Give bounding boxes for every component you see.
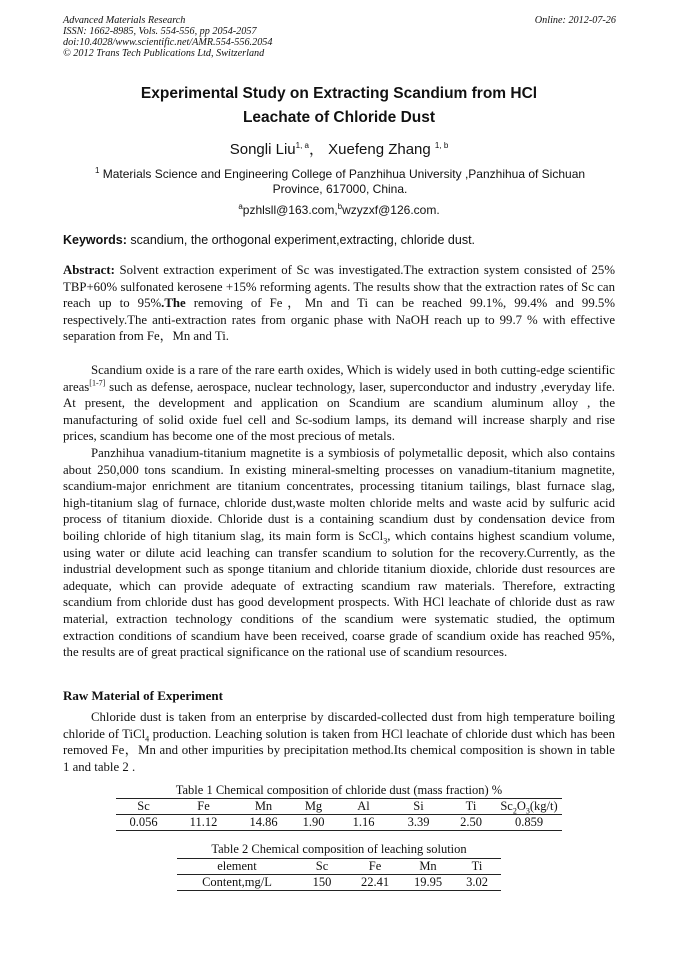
abstract [63,262,615,345]
table-1-cell: 1.90 [291,815,336,831]
sccl3-subscript: 3 [383,536,388,546]
table-1-cell: 0.056 [116,815,171,831]
table-2-header-row [177,859,501,875]
paper-title-line-2: Leachate of Chloride Dust [242,109,436,126]
journal-name: Advanced Materials Research [63,15,186,26]
email-b: wzyzxf@126.com. [342,203,440,217]
table-1 [116,798,562,831]
journal-header [63,15,272,59]
abstract-bold-fragment: .The [161,296,186,311]
table-1-header-cell: Mn [236,799,291,815]
sc2o3-part-1: Sc [500,799,513,813]
keywords [63,233,615,247]
table-2-value-row [177,875,501,891]
ticl4-subscript: 4 [145,734,150,744]
table-2 [177,858,501,891]
email-b-marker: b [337,202,343,211]
table-2-header-cell: Sc [297,859,347,875]
panzhihua-text-2: , which contains highest scandium volume, using water or dilute acid leaching can transfer scandium to solution for the recovery.Currently, as the industrial development such as sponge titanium and chloride titanium dioxide, chloride dust resources are adequate, which can provide adequate of extracting scandium raw materials. Therefore, extracting scandium from chloride dust has good development prospects. With HCl leachate of chloride dust as raw material, extraction technology conditions of the scandium were systematic studied, the optimum extraction conditions of scandium have been received, coarse grade of scandium oxide has reached 95%, the results are of great practical significance on the rational use of scandium resources. [63,528,615,660]
author-list [63,138,615,159]
paper-title-line-1: Experimental Study on Extracting Scandium from HCl [140,85,538,102]
table-2-cell: 19.95 [403,875,453,891]
doi-line: doi:10.4028/www.scientific.net/AMR.554-556.2054 [63,37,273,48]
table-1-header-cell-sc2o3 [496,799,562,815]
affiliation-marker: 1 [94,166,100,175]
author-2: Xuefeng Zhang [328,141,431,158]
table-1-header-cell: Mg [291,799,336,815]
citation-ref: [1-7] [89,378,106,388]
keywords-text: scandium, the orthogonal experiment,extracting, chloride dust. [130,233,476,247]
author-1-affil: 1, a [295,141,309,150]
raw-material-text-1: Chloride dust is taken from an enterprise by discarded-collected dust from high temperature boiling chloride of TiCl [63,710,615,741]
issn-line: ISSN: 1662-8985, Vols. 554-556, pp 2054-2057 [63,26,257,37]
table-1-header-cell: Si [391,799,446,815]
affiliation-text: Materials Science and Engineering College of Panzhihua University ,Panzhihua of Sichuan Province, 617000, China. [102,167,586,196]
panzhihua-paragraph [63,445,615,661]
sc2o3-part-2: O [516,799,526,813]
sc2o3-sub-2: 3 [525,806,530,816]
table-1-cell: 14.86 [236,815,291,831]
copyright-line: © 2012 Trans Tech Publications Ltd, Switzerland [63,48,265,59]
table-1-cell: 2.50 [446,815,496,831]
email-a-marker: a [238,202,243,211]
panzhihua-text-1: Panzhihua vanadium-titanium magnetite is a symbiosis of polymetallic deposit, which also contains about 250,000 tons scandium. In existing mineral-smelting processes on vanadium-titanium magnetite, scandium-major enrichment are titanium concentrates, processing titanium tailings, blast furnace slag, high-titanium slag of furnace, chloride dust,waste molten chloride melts and waste acid by sulfuric acid process of titanium dioxide. Chloride dust is a containing scandium dust by condensation device from boiling chloride of high titanium slag, its main form is ScCl [63,446,615,543]
intro-paragraph [63,362,615,445]
table-1-cell: 11.12 [171,815,236,831]
sc2o3-sub-1: 2 [512,806,517,816]
table-2-caption: Table 2 Chemical composition of leaching solution [211,842,467,856]
sc2o3-part-3: (kg/t) [529,799,558,813]
table-1-header-row [116,799,562,815]
email-a: pzhlsll@163.com, [242,203,338,217]
table-2-cell: 3.02 [453,875,501,891]
table-2-header-cell: Fe [347,859,403,875]
table-2-header-cell: Mn [403,859,453,875]
intro-text-2: such as defense, aerospace, nuclear technology, laser, superconductor and industry ,everyday life. At present, the development and application on Scandium are scandium aluminum alloy , the manufacturing of solid oxide fuel cell and Sc-sodium lamps, its demand will increase sharply and rise prices, scandium has become one of the most precious of metals. [63,379,615,444]
table-2-header-cell: Ti [453,859,501,875]
abstract-label: Abstract: [63,263,115,277]
table-1-header-cell: Al [336,799,391,815]
raw-material-paragraph [63,709,615,775]
table-1-value-row [116,815,562,831]
author-2-affil: 1, b [434,141,449,150]
abstract-text-1: Solvent extraction experiment of Sc was investigated.The extraction system consisted of 25% TBP+60% sulfonated kerosene +15% reforming agents. The results show that the extraction rates of Sc can reach up to 95% [63,263,615,311]
table-2-header-cell: element [177,859,297,875]
table-1-header-cell: Ti [446,799,496,815]
author-emails [63,203,615,217]
table-1-header-cell: Sc [116,799,171,815]
table-1-cell: 3.39 [391,815,446,831]
author-separator: ， [308,141,324,158]
table-1-cell: 0.859 [496,815,562,831]
intro-text-1: Scandium oxide is a rare of the rare earth oxides, Which is widely used in both cutting-edge scientific areas [63,363,615,394]
abstract-text-2: removing of Fe，Mn and Ti can be reached 99.1%, 99.4% and 99.5% respectively.The anti-extraction rates from organic phase with NaOH reach up to 99.7 % with effective separation from Fe，Mn and Ti. [63,296,615,344]
raw-material-text-2: production. Leaching solution is taken from HCl leachate of chloride dust which has been removed Fe，Mn and other impurities by precipitation method.Its chemical composition is shown in table 1 and table 2 . [63,726,615,774]
table-2-cell: 22.41 [347,875,403,891]
section-heading: Raw Material of Experiment [63,688,223,703]
table-2-cell: Content,mg/L [177,875,297,891]
table-1-cell: 1.16 [336,815,391,831]
table-1-header-cell: Fe [171,799,236,815]
author-1: Songli Liu [229,141,296,158]
table-1-caption: Table 1 Chemical composition of chloride dust (mass fraction) % [175,783,503,797]
online-date: Online: 2012-07-26 [534,15,616,26]
keywords-label: Keywords: [63,233,127,247]
table-2-cell: 150 [297,875,347,891]
affiliation [85,167,595,197]
